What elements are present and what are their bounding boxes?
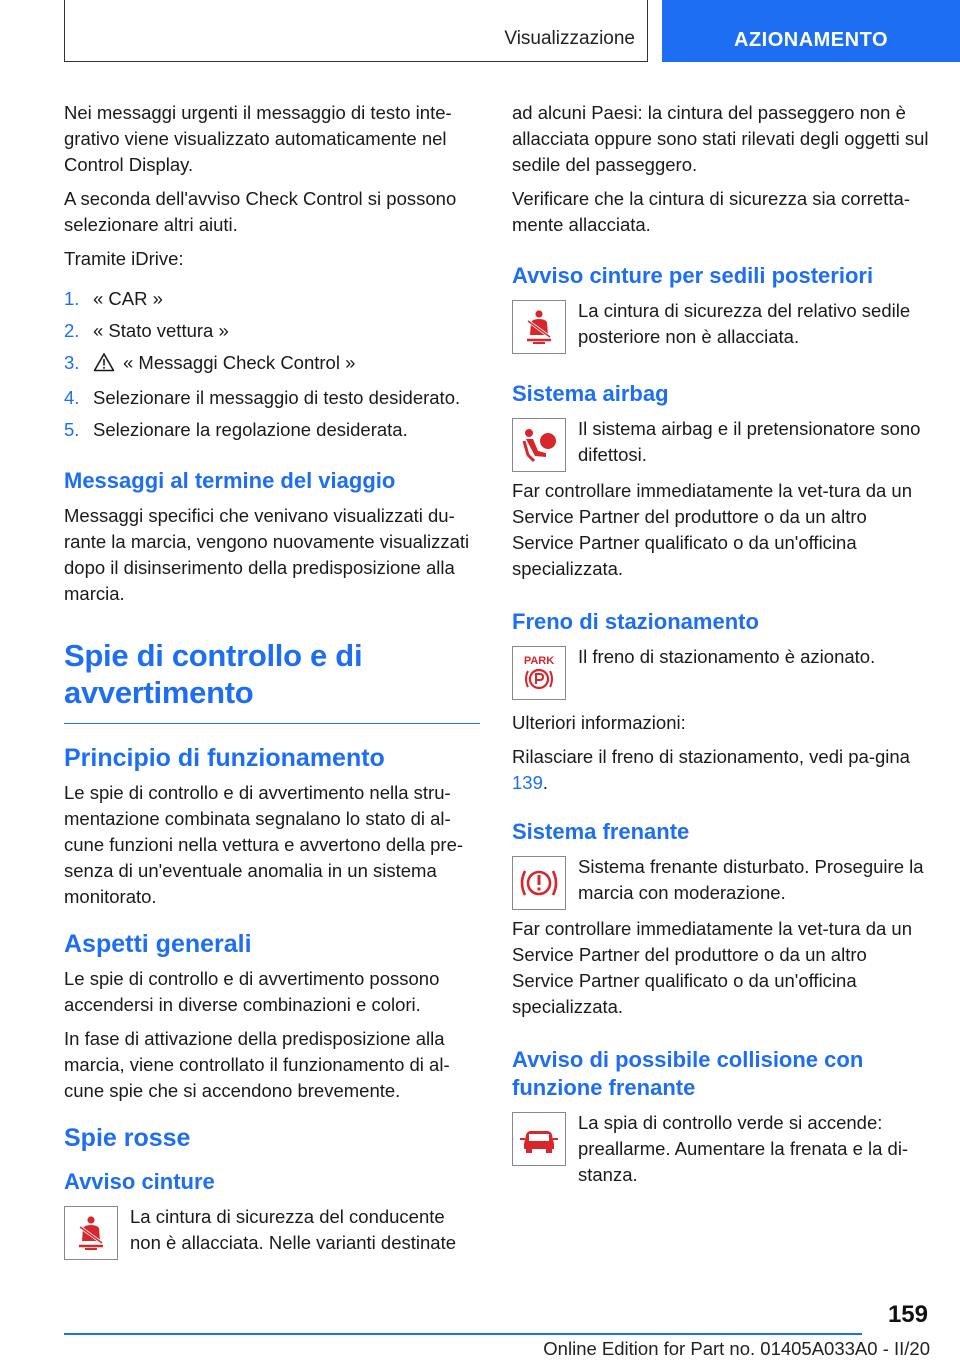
warning-entry	[512, 644, 930, 706]
right-column	[512, 100, 930, 1188]
header-section-box	[64, 0, 648, 62]
subsection-heading: Avviso cinture per sedili posteriori	[512, 263, 874, 288]
idrive-steps-list	[64, 286, 480, 443]
step-number: 1.	[64, 288, 80, 309]
list-item	[64, 286, 480, 312]
paragraph: Far controllare immediatamente la vet-tura da un Service Partner del produttore o da un altro Service Partner qualificato o da un'officina specializzata.	[512, 480, 912, 579]
warning-description: Il sistema airbag e il pretensionatore sono difettosi.	[578, 418, 921, 465]
paragraph: ad alcuni Paesi: la cintura del passeggero non è allacciata oppure sono stati rilevati degli oggetti sul sedile del passeggero.	[512, 102, 929, 175]
warning-description: La cintura di sicurezza del relativo sedile posteriore non è allacciata.	[578, 300, 911, 347]
warning-entry	[512, 854, 930, 916]
paragraph: Tramite iDrive:	[64, 248, 184, 269]
warning-description: La spia di controllo verde si accende: preallarme. Aumentare la frenata e la di-stanza.	[578, 1112, 909, 1185]
warning-entry	[512, 416, 930, 478]
footer-edition: Online Edition for Part no. 01405A033A0 - II/20	[543, 1338, 930, 1359]
footer-divider	[64, 1333, 862, 1335]
step-text: « Messaggi Check Control »	[123, 352, 356, 373]
step-number: 5.	[64, 419, 80, 440]
list-item	[64, 350, 480, 379]
warning-entry	[512, 1110, 930, 1188]
paragraph: Le spie di controllo e di avvertimento possono accendersi in diverse combinazioni e colori.	[64, 968, 440, 1015]
paragraph: Ulteriori informazioni:	[512, 712, 686, 733]
paragraph: Nei messaggi urgenti il messaggio di testo inte-grativo viene visualizzato automaticamente nel Control Display.	[64, 102, 452, 175]
paragraph: Rilasciare il freno di stazionamento, vedi pa-gina 139.	[512, 746, 910, 793]
step-text: « Stato vettura »	[93, 320, 229, 341]
section-heading: Aspetti generali	[64, 930, 252, 958]
chapter-heading: Spie di controllo e di avvertimento	[64, 637, 480, 724]
list-item	[64, 417, 480, 443]
subsection-heading: Avviso di possibile collisione con funzione frenante	[512, 1047, 864, 1100]
step-text: « CAR »	[93, 288, 163, 309]
warning-entry	[64, 1204, 480, 1266]
step-number: 4.	[64, 387, 80, 408]
left-column	[64, 100, 480, 1266]
warning-description: Il freno di stazionamento è azionato.	[578, 646, 876, 667]
warning-description: Sistema frenante disturbato. Proseguire la marcia con moderazione.	[578, 856, 924, 903]
section-heading: Messaggi al termine del viaggio	[64, 468, 396, 493]
airbag-icon	[512, 418, 566, 472]
step-number: 3.	[64, 352, 80, 373]
page-number: 159	[887, 1301, 928, 1328]
section-heading: Spie rosse	[64, 1124, 191, 1152]
paragraph: Le spie di controllo e di avvertimento nella stru-mentazione combinata segnalano lo stato di al-cune funzioni nella vettura e avvertono della pre-senza di un'eventuale anomalia in un sistema monitorato.	[64, 782, 464, 907]
list-item	[64, 318, 480, 344]
section-heading: Principio di funzionamento	[64, 744, 385, 772]
step-number: 2.	[64, 320, 80, 341]
paragraph: In fase di attivazione della predisposizione alla marcia, viene controllato il funzionamento di al-cune spie che si accendono brevemente.	[64, 1028, 450, 1101]
warning-triangle-icon	[93, 352, 115, 379]
page-reference-link[interactable]: 139	[512, 772, 543, 793]
park-brake-icon	[512, 646, 566, 700]
paragraph: Verificare che la cintura di sicurezza sia corretta-mente allacciata.	[512, 188, 910, 235]
list-item	[64, 385, 480, 411]
paragraph: Far controllare immediatamente la vet-tura da un Service Partner del produttore o da un altro Service Partner qualificato o da un'officina specializzata.	[512, 918, 912, 1017]
subsection-heading: Freno di stazionamento	[512, 609, 759, 634]
step-text: Selezionare la regolazione desiderata.	[93, 419, 408, 440]
subsection-heading: Sistema airbag	[512, 381, 669, 406]
paragraph: Messaggi specifici che venivano visualizzati du-rante la marcia, vengono nuovamente visualizzati dopo il disinserimento della predisposizione alla marcia.	[64, 505, 470, 604]
seatbelt-icon	[512, 300, 566, 354]
header-chapter-title: AZIONAMENTO	[733, 29, 888, 51]
header-chapter-tab	[662, 0, 960, 62]
warning-entry	[512, 298, 930, 360]
warning-description: La cintura di sicurezza del conducente non è allacciata. Nelle varianti destinate	[130, 1206, 456, 1253]
seatbelt-icon	[64, 1206, 118, 1260]
brake-system-icon	[512, 856, 566, 910]
paragraph: A seconda dell'avviso Check Control si possono selezionare altri aiuti.	[64, 188, 457, 235]
step-text: Selezionare il messaggio di testo desiderato.	[93, 387, 461, 408]
paragraph-text: Rilasciare il freno di stazionamento, vedi pa-gina	[512, 746, 910, 767]
park-label: PARK	[523, 655, 555, 667]
header-section-title: Visualizzazione	[504, 28, 635, 49]
subsection-heading: Avviso cinture	[64, 1169, 215, 1194]
subsection-heading: Sistema frenante	[512, 819, 690, 844]
collision-warning-icon	[512, 1112, 566, 1166]
